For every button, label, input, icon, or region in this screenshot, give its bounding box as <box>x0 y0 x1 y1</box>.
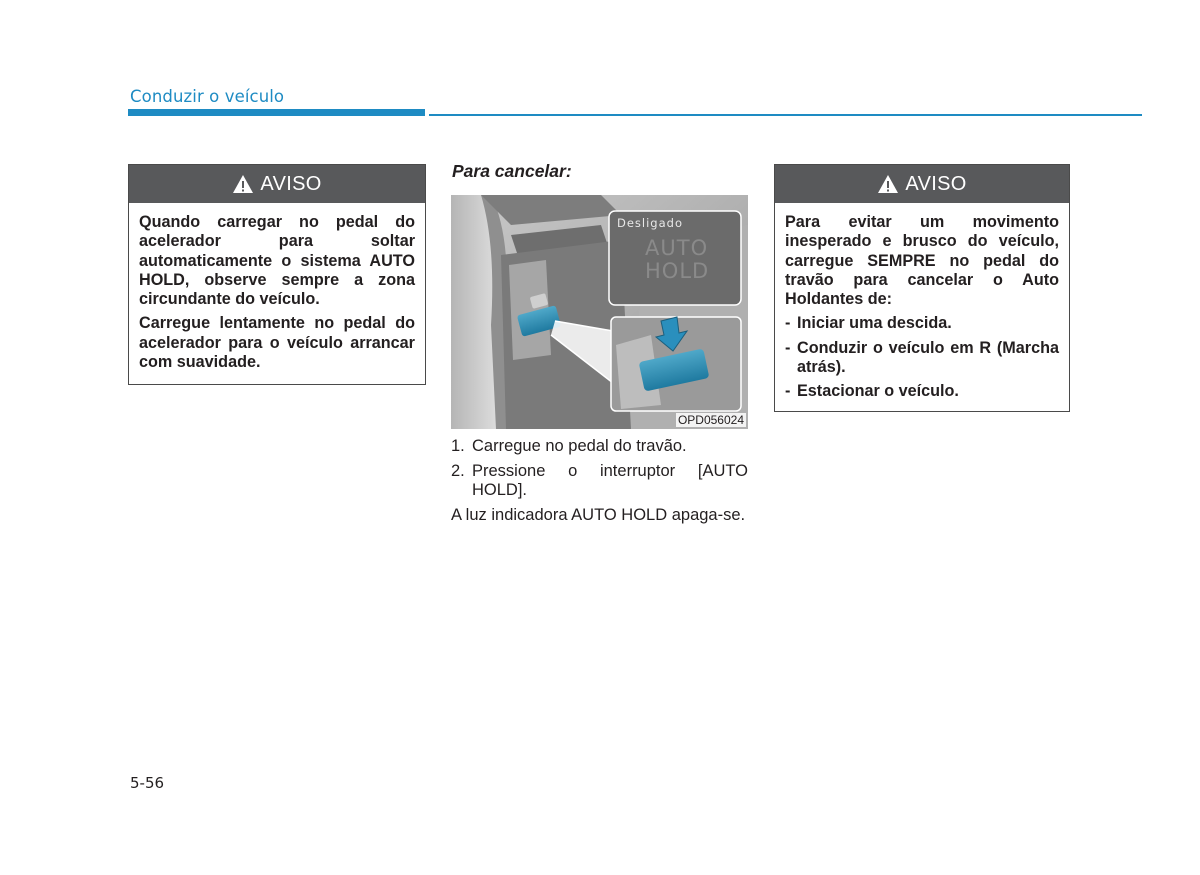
warning-triangle-icon <box>232 174 254 194</box>
warning-list-item <box>785 382 1059 401</box>
list-text: Iniciar uma descida. <box>797 314 952 333</box>
list-dash: - <box>785 338 791 357</box>
panel-text-auto: AUTO <box>645 236 709 260</box>
header-rule-thin <box>429 114 1142 116</box>
panel-text-hold: HOLD <box>645 259 710 283</box>
warning-body <box>129 203 425 382</box>
header-rule-thick <box>128 109 425 116</box>
warning-box-right <box>774 164 1070 412</box>
step-number: 1. <box>451 437 465 455</box>
warning-paragraph: Para evitar um movimento inesperado e brusco do veículo, carregue SEMPRE no pedal do travão para cancelar o Auto Holdantes de: <box>785 213 1059 309</box>
steps-section <box>451 437 748 525</box>
section-title: Conduzir o veículo <box>130 87 285 106</box>
warning-paragraph: Quando carregar no pedal do acelerador para soltar automaticamente o sistema AUTO HOLD, observe sempre a zona circundante do veículo. <box>139 213 415 309</box>
step-number: 2. <box>451 461 465 480</box>
warning-list <box>785 314 1059 401</box>
warning-body <box>775 203 1069 412</box>
warning-title: AVISO <box>260 172 322 195</box>
console-illustration <box>451 195 748 429</box>
steps-list <box>451 437 748 501</box>
step-item <box>451 437 748 457</box>
warning-header <box>775 165 1069 203</box>
panel-label: Desligado <box>617 216 683 230</box>
step-text: Pressione o interruptor [AUTO HOLD]. <box>472 461 748 499</box>
warning-box-left <box>128 164 426 385</box>
page-number: 5-56 <box>130 774 165 792</box>
warning-list-item <box>785 314 1059 333</box>
list-dash: - <box>785 382 791 401</box>
list-dash: - <box>785 314 791 333</box>
figure-code: OPD056024 <box>677 413 744 427</box>
warning-list-item <box>785 339 1059 378</box>
warning-triangle-icon <box>877 174 899 194</box>
warning-header <box>129 165 425 203</box>
auto-hold-figure <box>451 195 748 429</box>
section-heading: Para cancelar: <box>452 161 572 181</box>
step-item <box>451 462 748 501</box>
step-text: Carregue no pedal do travão. <box>472 437 687 455</box>
list-text: Conduzir o veículo em R (Marcha atrás). <box>797 338 1059 377</box>
warning-title: AVISO <box>905 172 967 195</box>
step-note: A luz indicadora AUTO HOLD apaga-se. <box>451 505 746 524</box>
list-text: Estacionar o veículo. <box>797 382 959 401</box>
warning-paragraph: Carregue lentamente no pedal do acelerador para o veículo arrancar com suavidade. <box>139 314 415 372</box>
